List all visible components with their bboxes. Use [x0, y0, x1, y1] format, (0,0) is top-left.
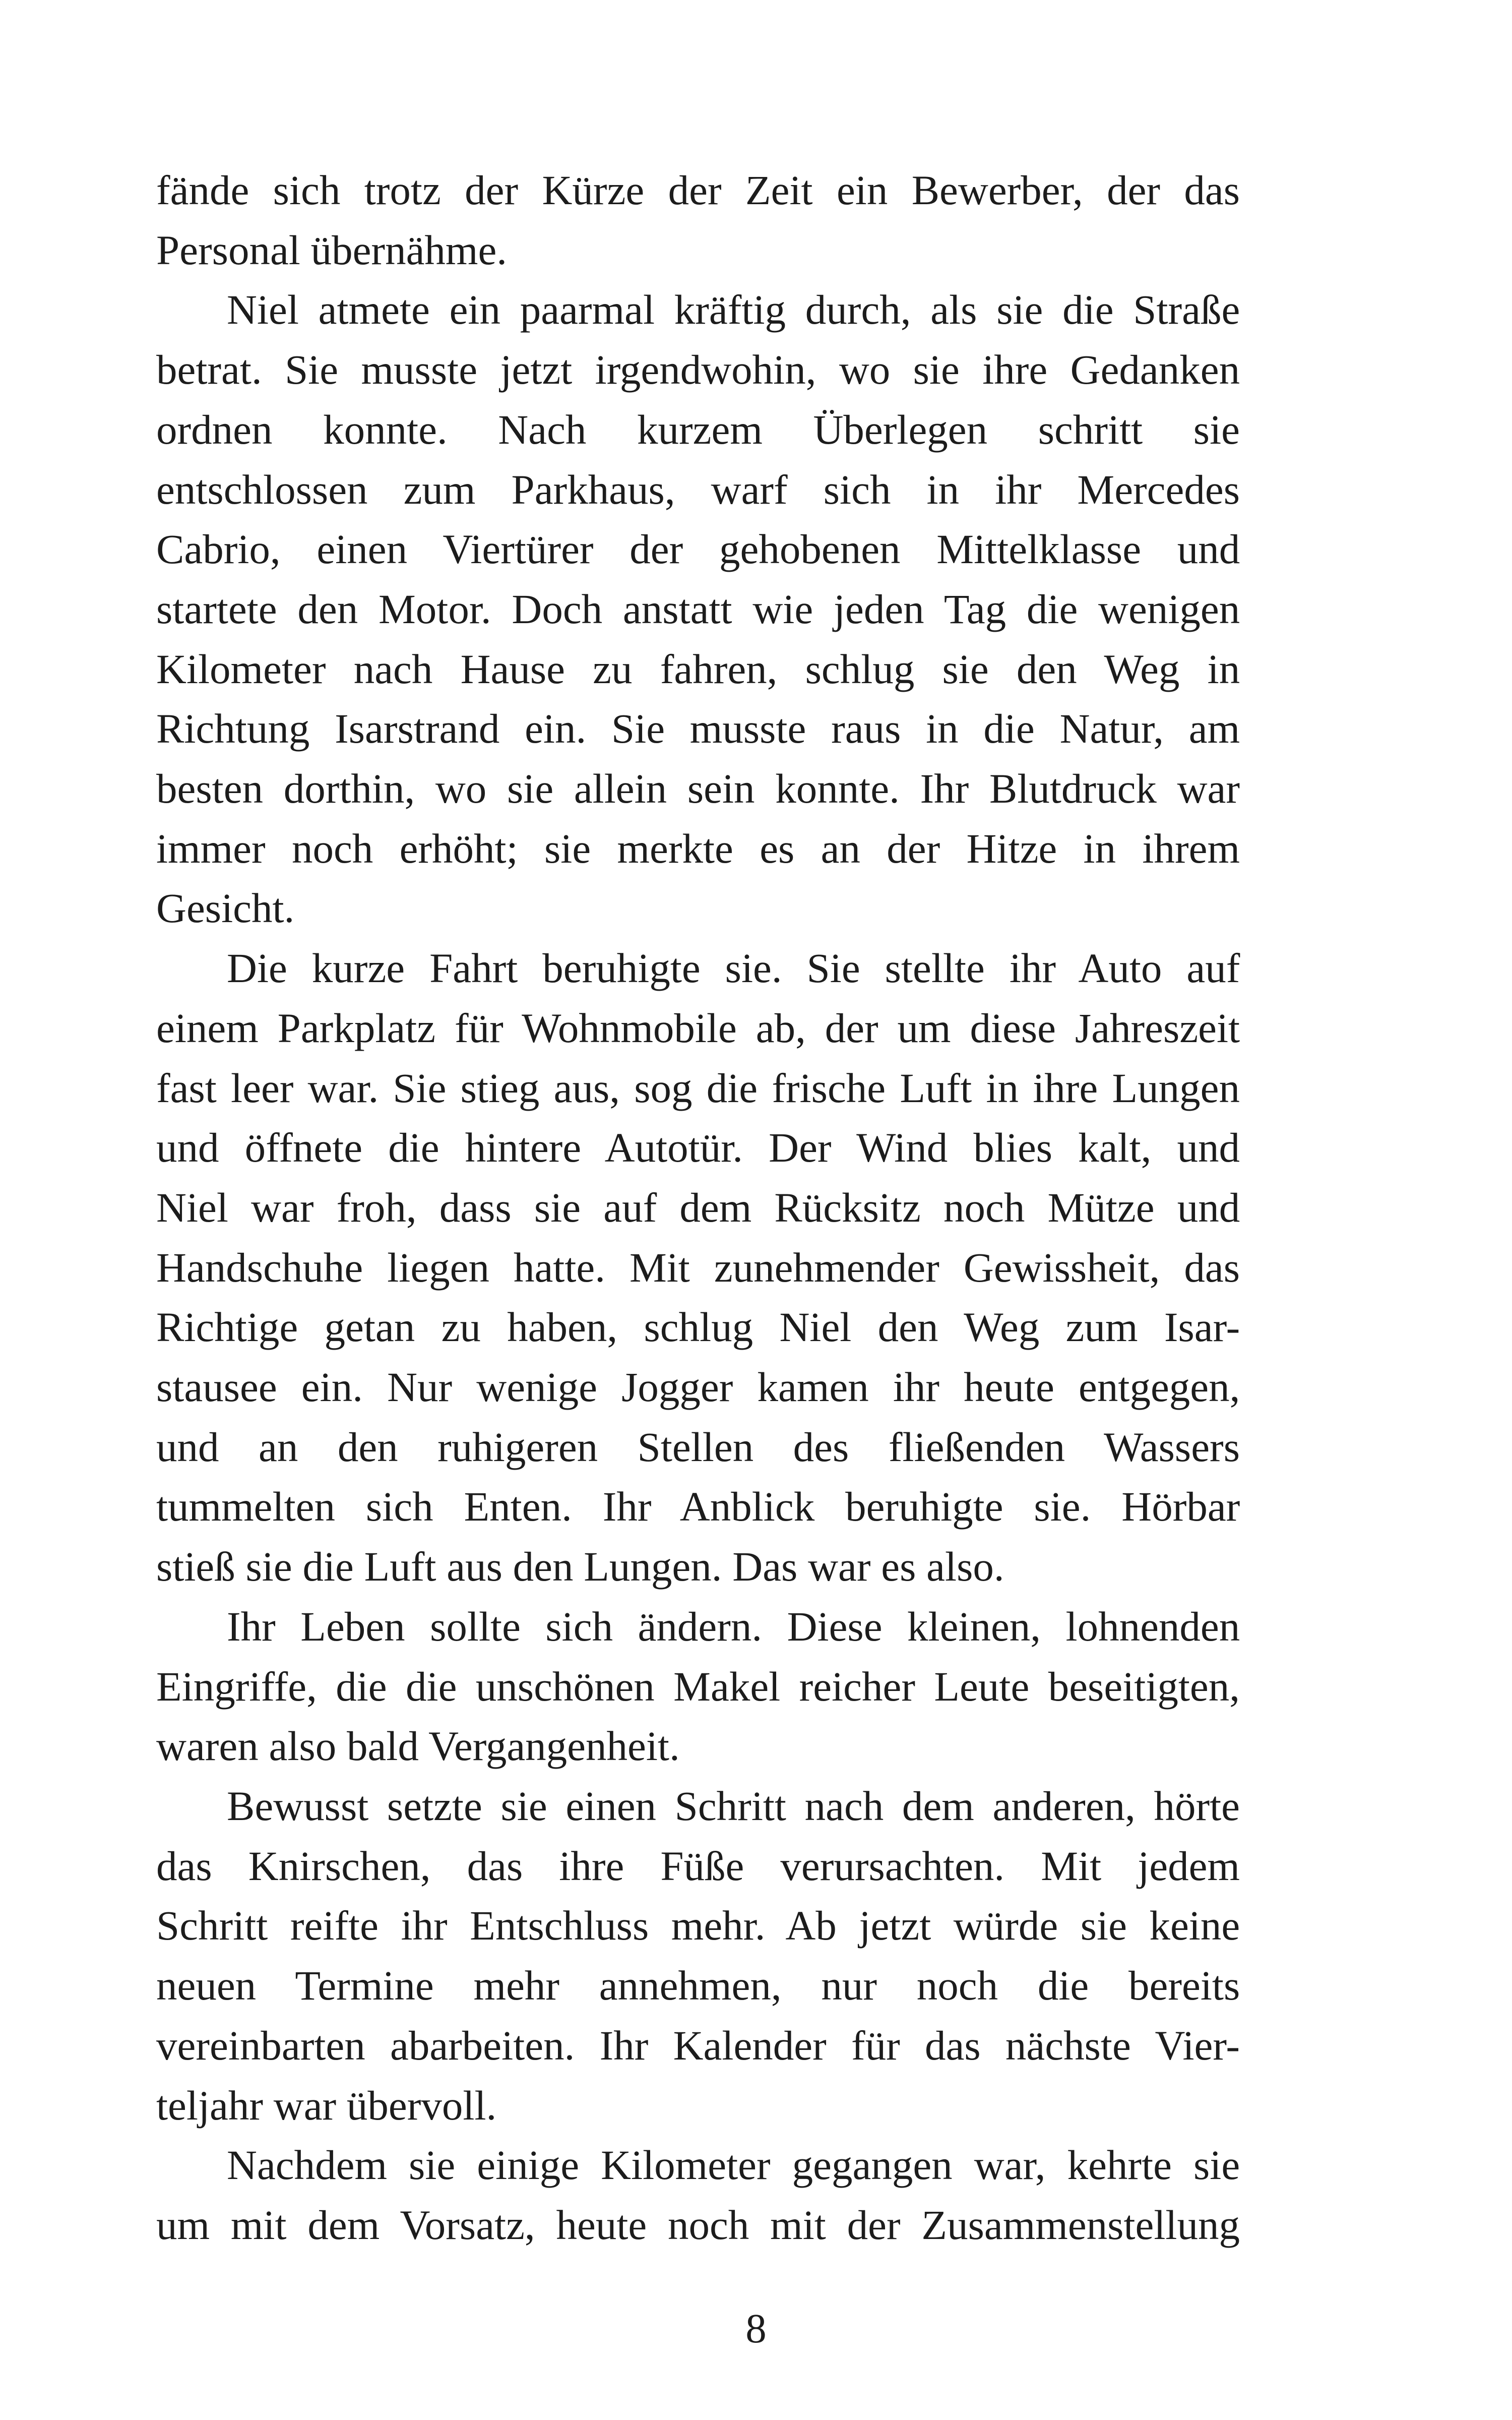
text-line: stieß sie die Luft aus den Lungen. Das war es also. [156, 1543, 1004, 1590]
page-number: 8 [745, 2305, 767, 2351]
text-line: vereinbarten abarbeiten. Ihr Kalender für das nächste Vier- [156, 2022, 1240, 2069]
text-line: tummelten sich Enten. Ihr Anblick beruhigte sie. Hörbar [156, 1483, 1240, 1530]
paragraph [156, 160, 1240, 280]
paragraph [156, 2135, 1240, 2255]
text-line: teljahr war übervoll. [156, 2082, 497, 2129]
text-line: Richtige getan zu haben, schlug Niel den Weg zum Isar- [156, 1304, 1240, 1351]
text-line: Cabrio, einen Viertürer der gehobenen Mittelklasse und [156, 526, 1240, 573]
text-line: fast leer war. Sie stieg aus, sog die frische Luft in ihre Lungen [156, 1064, 1240, 1111]
text-line: neuen Termine mehr annehmen, nur noch die bereits [156, 1962, 1240, 2009]
text-line: waren also bald Vergangenheit. [156, 1723, 680, 1770]
text-line: und an den ruhigeren Stellen des fließenden Wassers [156, 1423, 1240, 1470]
text-line: das Knirschen, das ihre Füße verursachten. Mit jedem [156, 1842, 1240, 1889]
text-line: einem Parkplatz für Wohnmobile ab, der um diese Jahreszeit [156, 1004, 1240, 1051]
text-line: startete den Motor. Doch anstatt wie jeden Tag die wenigen [156, 585, 1240, 632]
paragraph [156, 280, 1240, 938]
text-line: Kilometer nach Hause zu fahren, schlug sie den Weg in [156, 645, 1240, 692]
body-text [156, 160, 1240, 2255]
text-line: Ihr Leben sollte sich ändern. Diese kleinen, lohnenden [227, 1603, 1240, 1650]
text-line: fände sich trotz der Kürze der Zeit ein Bewerber, der das [156, 167, 1240, 213]
text-line: um mit dem Vorsatz, heute noch mit der Zusammenstellung [156, 2201, 1240, 2248]
text-line: Eingriffe, die die unschönen Makel reicher Leute beseitigten, [156, 1663, 1240, 1710]
text-line: Niel atmete ein paarmal kräftig durch, als sie die Straße [227, 286, 1240, 333]
paragraph [156, 1776, 1240, 2135]
text-line: Gesicht. [156, 885, 295, 932]
text-line: Personal übernähme. [156, 226, 508, 273]
text-line: Richtung Isarstrand ein. Sie musste raus in die Natur, am [156, 705, 1240, 752]
text-line: Nachdem sie einige Kilometer gegangen war, kehrte sie [227, 2142, 1240, 2189]
text-line: Die kurze Fahrt beruhigte sie. Sie stellte ihr Auto auf [227, 945, 1240, 992]
text-line: immer noch erhöht; sie merkte es an der Hitze in ihrem [156, 825, 1240, 872]
text-line: Schritt reifte ihr Entschluss mehr. Ab jetzt würde sie keine [156, 1902, 1240, 1949]
text-line: Handschuhe liegen hatte. Mit zunehmender Gewissheit, das [156, 1244, 1240, 1291]
text-line: besten dorthin, wo sie allein sein konnte. Ihr Blutdruck war [156, 765, 1240, 812]
text-line: ordnen konnte. Nach kurzem Überlegen schritt sie [156, 406, 1240, 453]
text-line: stausee ein. Nur wenige Jogger kamen ihr heute entgegen, [156, 1364, 1240, 1411]
text-line: betrat. Sie musste jetzt irgendwohin, wo sie ihre Gedanken [156, 346, 1240, 393]
paragraph [156, 938, 1240, 1597]
paragraph [156, 1597, 1240, 1776]
text-line: entschlossen zum Parkhaus, warf sich in ihr Mercedes [156, 466, 1240, 513]
text-line: Niel war froh, dass sie auf dem Rücksitz noch Mütze und [156, 1184, 1240, 1231]
text-line: Bewusst setzte sie einen Schritt nach dem anderen, hörte [227, 1782, 1240, 1829]
text-line: und öffnete die hintere Autotür. Der Wind blies kalt, und [156, 1124, 1240, 1171]
